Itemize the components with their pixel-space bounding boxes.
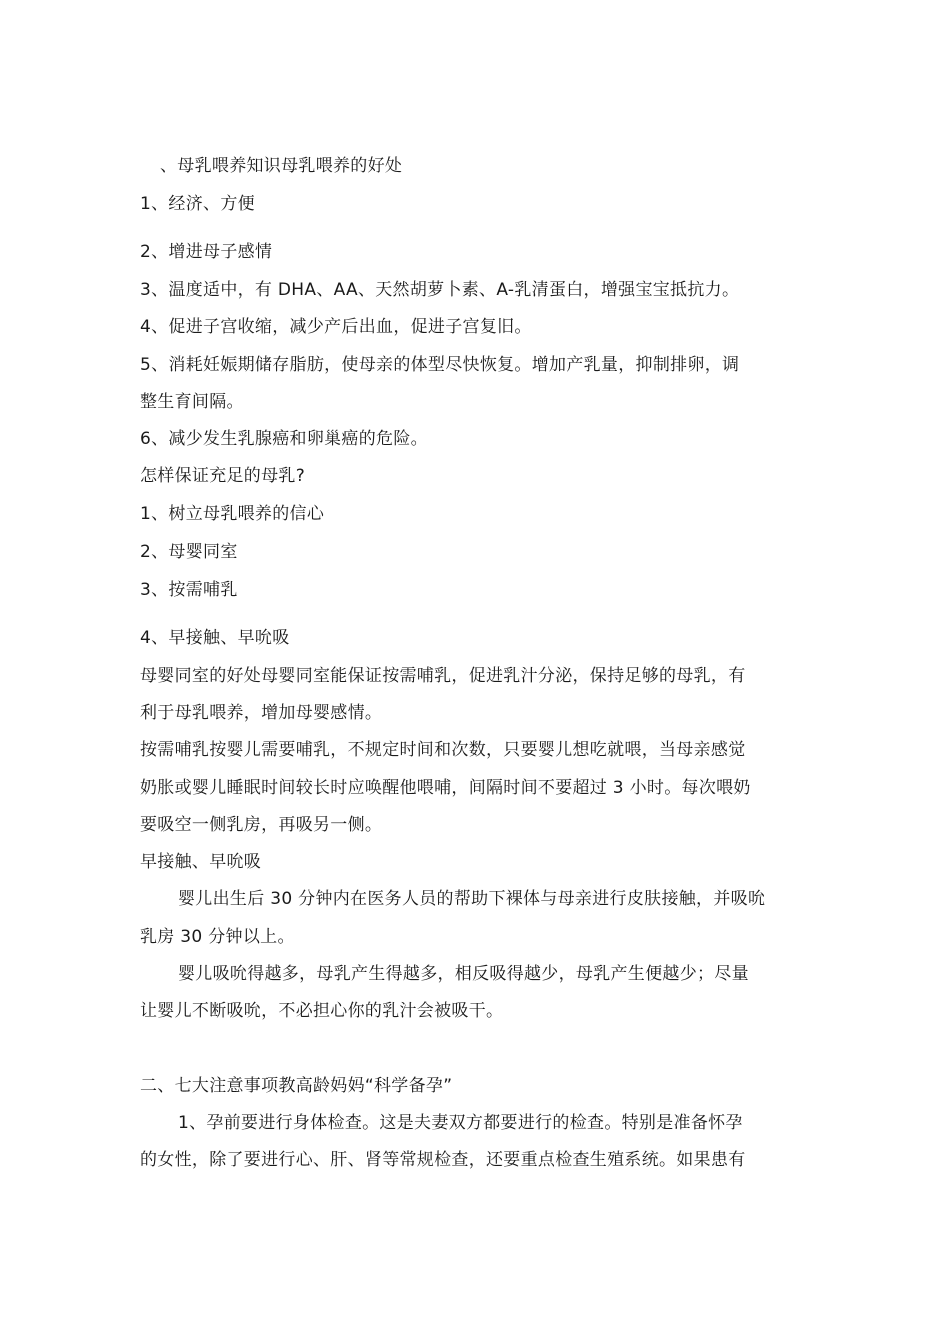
paragraph-line: 要吸空一侧乳房，再吸另一侧。 xyxy=(140,815,383,835)
list-item: 6、减少发生乳腺癌和卵巢癌的危险。 xyxy=(140,429,428,449)
list-item: 5、消耗妊娠期储存脂肪，使母亲的体型尽快恢复。增加产乳量，抑制排卵，调 xyxy=(140,355,740,375)
paragraph-line: 按需哺乳按婴儿需要哺乳，不规定时间和次数，只要婴儿想吃就喂，当母亲感觉 xyxy=(140,740,746,760)
paragraph-line: 让婴儿不断吸吮，不必担心你的乳汁会被吸干。 xyxy=(140,1001,504,1021)
paragraph-line: 整生育间隔。 xyxy=(140,392,244,412)
paragraph-line: 婴儿出生后 30 分钟内在医务人员的帮助下裸体与母亲进行皮肤接触，并吸吮 xyxy=(178,889,766,909)
list-item: 3、按需哺乳 xyxy=(140,580,238,600)
paragraph-line: 乳房 30 分钟以上。 xyxy=(140,927,295,947)
section-heading: 、母乳喂养知识母乳喂养的好处 xyxy=(160,156,403,176)
subheading: 早接触、早吮吸 xyxy=(140,852,262,872)
paragraph-line: 婴儿吸吮得越多，母乳产生得越多，相反吸得越少，母乳产生便越少；尽量 xyxy=(178,964,749,984)
subheading: 怎样保证充足的母乳? xyxy=(140,466,306,486)
paragraph-line: 利于母乳喂养，增加母婴感情。 xyxy=(140,703,383,723)
list-item: 4、促进子宫收缩，减少产后出血，促进子宫复旧。 xyxy=(140,317,532,337)
paragraph-line: 母婴同室的好处母婴同室能保证按需哺乳，促进乳汁分泌，保持足够的母乳，有 xyxy=(140,666,746,686)
list-item: 2、增进母子感情 xyxy=(140,242,273,262)
list-item: 3、温度适中，有 DHA、AA、天然胡萝卜素、A-乳清蛋白，增强宝宝抵抗力。 xyxy=(140,280,740,300)
list-item: 2、母婴同室 xyxy=(140,542,238,562)
paragraph-line: 1、孕前要进行身体检查。这是夫妻双方都要进行的检查。特别是准备怀孕 xyxy=(178,1113,743,1133)
section-heading: 二、七大注意事项教高龄妈妈“科学备孕” xyxy=(140,1076,453,1096)
paragraph-line: 的女性，除了要进行心、肝、肾等常规检查，还要重点检查生殖系统。如果患有 xyxy=(140,1150,746,1170)
list-item: 1、树立母乳喂养的信心 xyxy=(140,504,325,524)
paragraph-line: 奶胀或婴儿睡眠时间较长时应唤醒他喂哺，间隔时间不要超过 3 小时。每次喂奶 xyxy=(140,778,751,798)
list-item: 1、经济、方便 xyxy=(140,194,255,214)
list-item: 4、早接触、早吮吸 xyxy=(140,628,290,648)
